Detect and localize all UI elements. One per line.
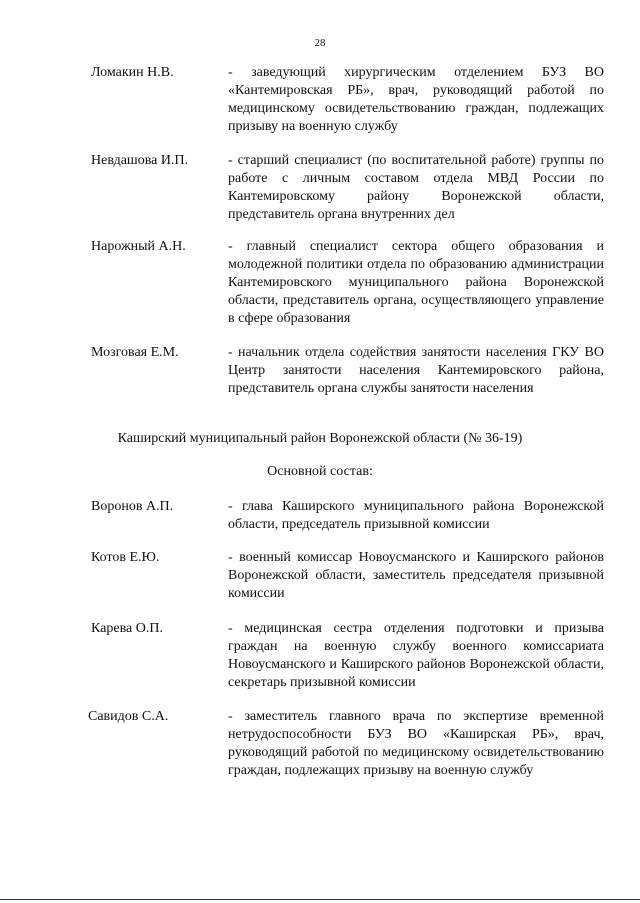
member-description: - глава Каширского муниципального района Воронежской области, председатель призывной комиссии — [228, 499, 604, 532]
subsection-title: Основной состав: — [267, 464, 373, 479]
member-name: Невдашова И.П. — [91, 153, 189, 168]
member-description: - начальник отдела содействия занятости населения ГКУ ВО Центр занятости населения Кантемировского района, представитель органа службы занятости населения — [228, 345, 604, 396]
member-name: Савидов С.А. — [88, 709, 169, 724]
member-description: - главный специалист сектора общего образования и молодежной политики отдела по образованию администрации Кантемировского муниципального района Воронежской области, представитель органа, осуществляющего управление в сфере образования — [228, 239, 604, 326]
member-name: Нарожный А.Н. — [91, 239, 186, 254]
member-description: - военный комиссар Новоусманского и Каширского районов Воронежской области, заместитель председателя призывной комиссии — [228, 550, 604, 601]
member-description: - заместитель главного врача по экспертизе временной нетрудоспособности БУЗ ВО «Каширская РБ», врач, руководящий работой по медицинскому освидетельствованию граждан, подлежащих призыву на военную службу — [228, 709, 604, 778]
section-title: Каширский муниципальный район Воронежской области (№ 36-19) — [117, 431, 523, 446]
member-name: Ломакин Н.В. — [91, 65, 174, 80]
member-description: - заведующий хирургическим отделением БУЗ ВО «Кантемировская РБ», врач, руководящий работой по медицинскому освидетельствованию граждан, подлежащих призыву на военную службу — [228, 65, 604, 134]
member-description: - медицинская сестра отделения подготовки и призыва граждан на военную службу военного комиссариата Новоусманского и Каширского районов Воронежской области, секретарь призывной комиссии — [228, 621, 604, 690]
member-name: Котов Е.Ю. — [91, 550, 160, 565]
member-name: Мозговая Е.М. — [91, 345, 179, 360]
footer-divider — [0, 899, 640, 900]
member-name: Карева О.П. — [91, 621, 163, 636]
member-description: - старший специалист (по воспитательной работе) группы по работе с личным составом отдела МВД России по Кантемировскому району Воронежской области, представитель органа внутренних дел — [228, 153, 604, 222]
page-number: 28 — [314, 37, 326, 49]
member-name: Воронов А.П. — [91, 499, 174, 514]
